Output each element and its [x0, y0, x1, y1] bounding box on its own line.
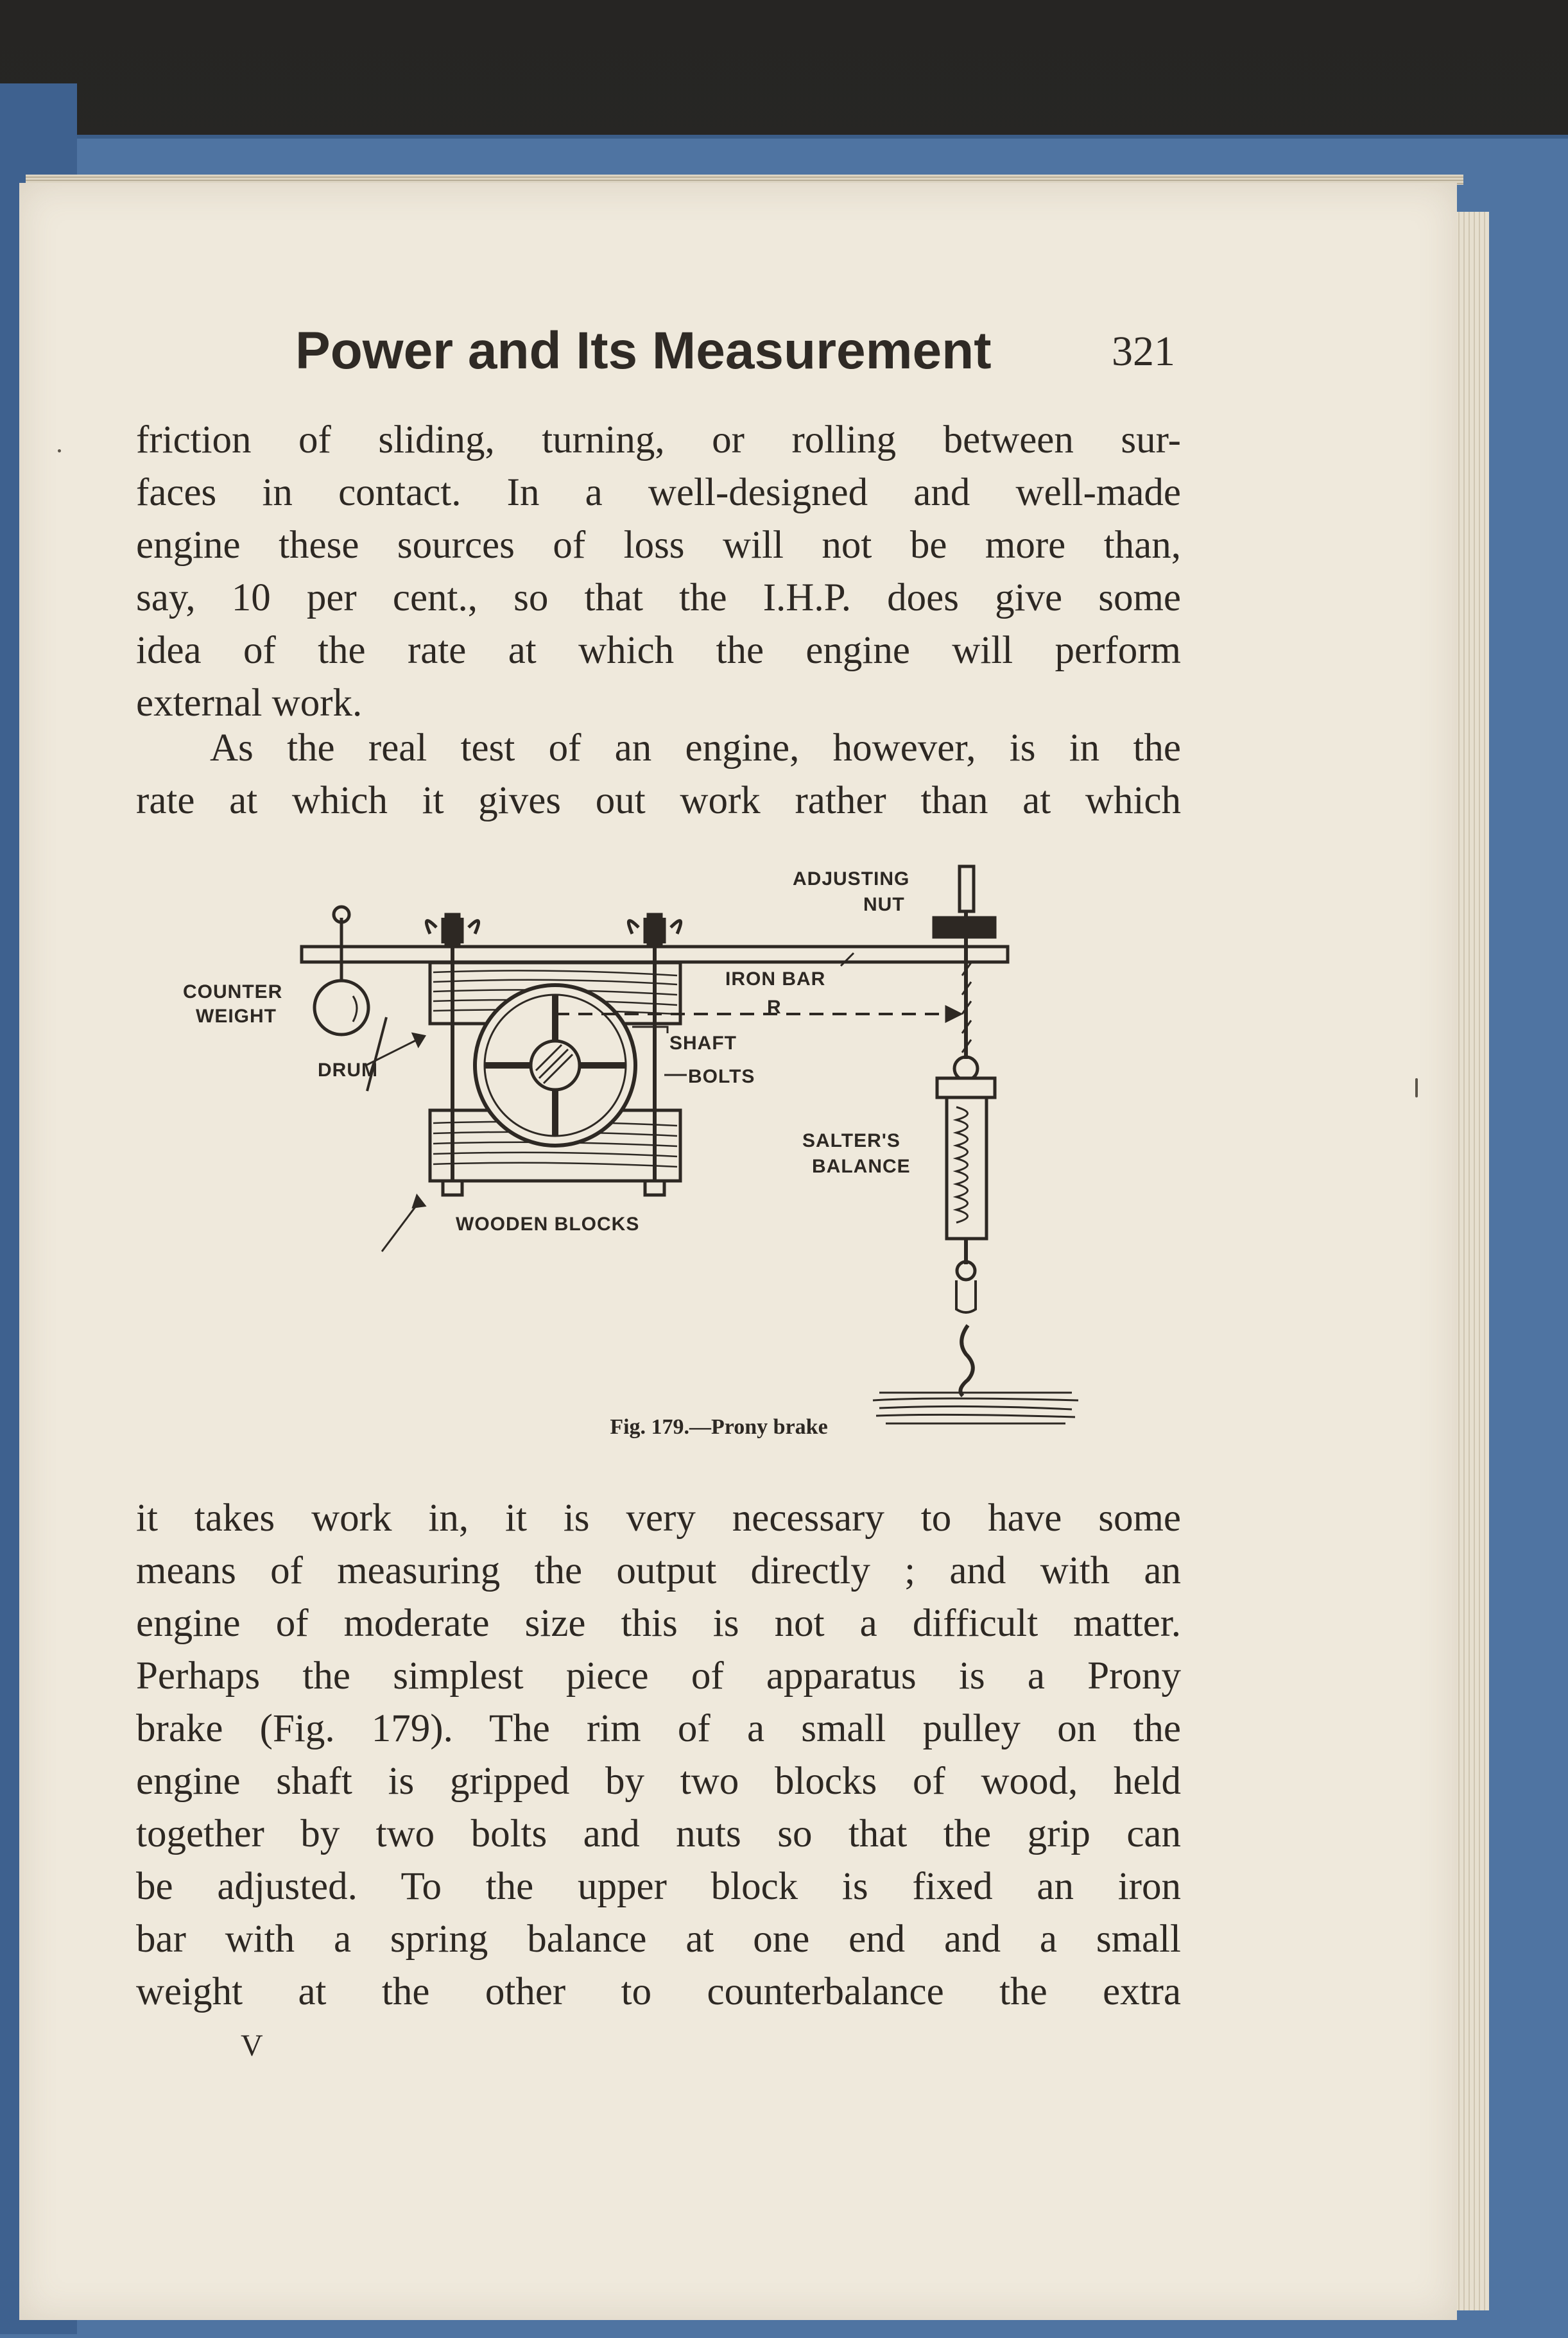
text-line: idea of the rate at which the engine will perform — [136, 629, 1181, 672]
text-line: As the real test of an engine, however, is in the — [210, 726, 1181, 769]
prony-brake-diagram — [160, 854, 1123, 1425]
label-iron-bar: IRON BAR — [725, 968, 826, 990]
label-nut: NUT — [863, 894, 905, 915]
text-line: friction of sliding, turning, or rolling between sur- — [136, 418, 1181, 461]
label-shaft: SHAFT — [669, 1033, 737, 1054]
signature-mark: V — [241, 2029, 263, 2063]
text-line: it takes work in, it is very necessary to have some — [136, 1497, 1181, 1540]
label-bolts: BOLTS — [688, 1066, 755, 1087]
page-number: 321 — [1112, 328, 1175, 375]
text-line: brake (Fig. 179). The rim of a small pulley on the — [136, 1707, 1181, 1750]
counter-weight — [314, 981, 368, 1035]
label-salters: SALTER'S — [802, 1130, 900, 1151]
text-line: external work. — [136, 682, 363, 725]
text-line: means of measuring the output directly ; and with an — [136, 1549, 1181, 1592]
label-r: R — [767, 997, 782, 1018]
text-line: say, 10 per cent., so that the I.H.P. does give some — [136, 576, 1181, 619]
text-line: weight at the other to counterbalance the extra — [136, 1970, 1181, 2013]
text-line: be adjusted. To the upper block is fixed an iron — [136, 1865, 1181, 1908]
label-adjusting: ADJUSTING — [793, 868, 910, 890]
prony-brake-figure — [160, 854, 1123, 1425]
label-wooden-blocks: WOODEN BLOCKS — [456, 1214, 640, 1235]
text-line: engine of moderate size this is not a difficult matter. — [136, 1602, 1181, 1645]
label-balance: BALANCE — [812, 1156, 911, 1177]
text-line: engine shaft is gripped by two blocks of wood, held — [136, 1760, 1181, 1803]
text-line: engine these sources of loss will not be more than, — [136, 524, 1181, 567]
figure-caption: Fig. 179.—Prony brake — [610, 1415, 828, 1439]
text-line: rate at which it gives out work rather than at which — [136, 779, 1181, 822]
text-line: Perhaps the simplest piece of apparatus is a Prony — [136, 1655, 1181, 1698]
text-line: faces in contact. In a well-designed and well-made — [136, 471, 1181, 514]
running-head: Power and Its Measurement — [295, 322, 992, 380]
text-line: bar with a spring balance at one end and a small — [136, 1918, 1181, 1961]
shaft — [531, 1041, 580, 1090]
label-weight: WEIGHT — [196, 1006, 277, 1027]
page-mark — [58, 449, 61, 452]
page-mark — [1415, 1078, 1418, 1097]
label-drum: DRUM — [318, 1060, 378, 1081]
label-counter: COUNTER — [183, 981, 283, 1002]
paragraph-3 — [136, 1492, 1181, 2018]
paragraph-1 — [136, 414, 1181, 730]
text-line: together by two bolts and nuts so that the grip can — [136, 1812, 1181, 1855]
paragraph-2 — [136, 722, 1181, 827]
